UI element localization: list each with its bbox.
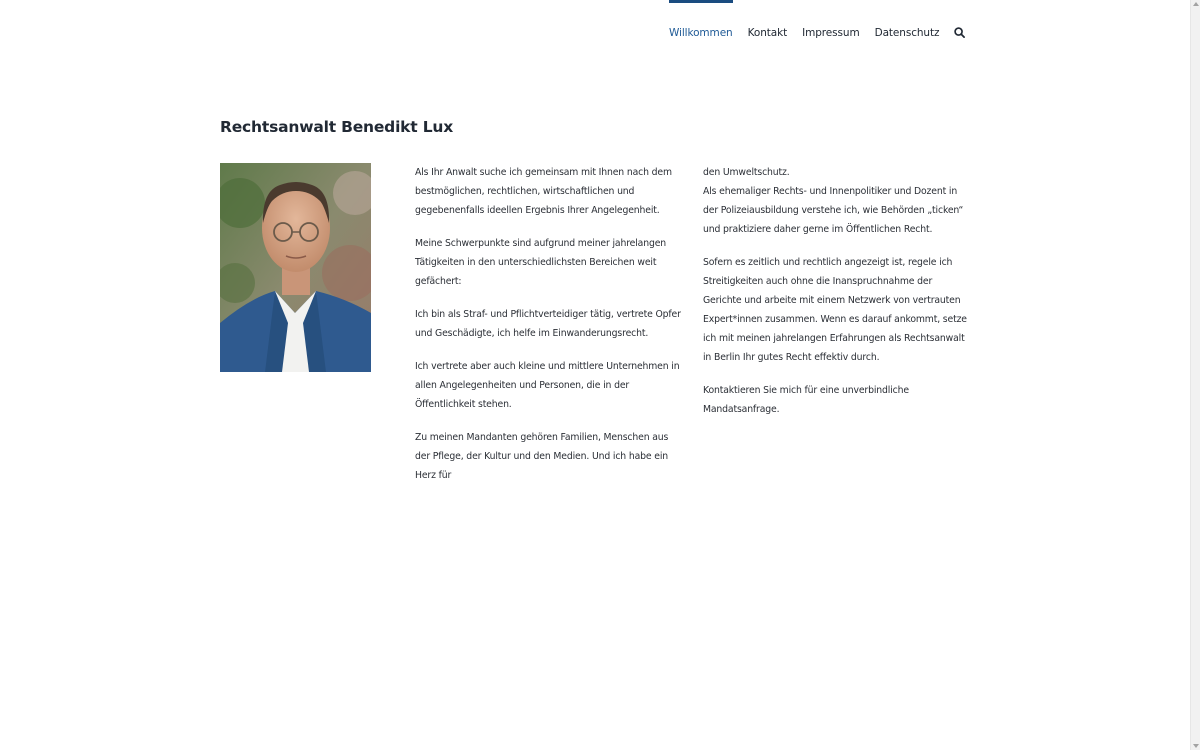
- main-navigation: [661, 0, 965, 50]
- paragraph: Kontaktieren Sie mich für eine unverbindliche Mandatsanfrage.: [703, 385, 909, 415]
- scroll-down-arrow-icon[interactable]: [1193, 744, 1199, 748]
- nav-item-impressum[interactable]: Impressum: [802, 27, 860, 39]
- paragraph: Als Ihr Anwalt suche ich gemeinsam mit Ihnen nach dem bestmöglichen, rechtlichen, wirtschaftlichen und gegebenenfalls ideellen Ergebnis Ihrer Angelegenheit.: [415, 167, 672, 216]
- vertical-scrollbar[interactable]: [1190, 0, 1200, 750]
- paragraph: Sofern es zeitlich und rechtlich angezeigt ist, regele ich Streitigkeiten auch ohne die Inanspruchnahme der Gerichte und arbeite mit einem Netzwerk von vertrauten Expert*innen zusammen. Wenn es darauf ankommt, setze ich mit meinen jahrelangen Erfahrungen als Rechtsanwalt in Berlin Ihr gutes Recht effektiv durch.: [703, 257, 967, 363]
- paragraph: Ich bin als Straf- und Pflichtverteidiger tätig, vertrete Opfer und Geschädigte, ich helfe im Einwanderungsrecht.: [415, 309, 681, 339]
- paragraph: Als ehemaliger Rechts- und Innenpolitiker und Dozent in der Polizeiausbildung verstehe ich, wie Behörden „ticken“ und praktiziere daher gerne im Öffentlichen Recht.: [703, 186, 964, 235]
- paragraph: Meine Schwerpunkte sind aufgrund meiner jahrelangen Tätigkeiten in den unterschiedlichsten Bereichen weit gefächert:: [415, 238, 667, 287]
- nav-item-datenschutz[interactable]: Datenschutz: [874, 27, 940, 39]
- search-icon: [954, 27, 965, 38]
- nav-item-willkommen[interactable]: Willkommen: [661, 0, 733, 50]
- paragraph: Zu meinen Mandanten gehören Familien, Menschen aus der Pflege, der Kultur und den Medien. Und ich habe ein Herz für: [415, 432, 669, 481]
- search-button[interactable]: [954, 0, 965, 38]
- paragraph: Ich vertrete aber auch kleine und mittlere Unternehmen in allen Angelegenheiten und Personen, die in der Öffentlichkeit stehen.: [415, 361, 680, 410]
- page-title: Rechtsanwalt Benedikt Lux: [220, 118, 454, 136]
- scroll-up-arrow-icon[interactable]: [1193, 2, 1199, 6]
- nav-item-kontakt[interactable]: Kontakt: [747, 27, 788, 39]
- paragraph: den Umweltschutz.: [703, 167, 790, 178]
- content-column-2: [703, 163, 973, 433]
- portrait-image: [220, 163, 371, 372]
- content-column-1: [415, 163, 685, 499]
